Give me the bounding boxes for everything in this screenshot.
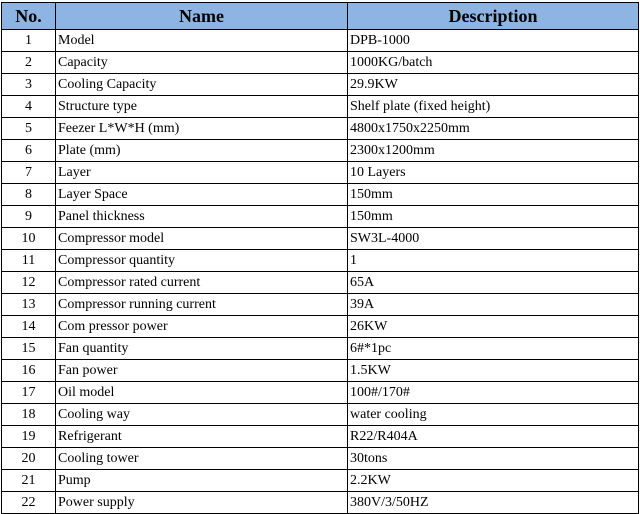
row-name: Layer xyxy=(56,162,348,184)
row-description: 65A xyxy=(348,272,639,294)
row-name: Fan quantity xyxy=(56,338,348,360)
row-number: 8 xyxy=(2,184,56,206)
row-description: Shelf plate (fixed height) xyxy=(348,96,639,118)
row-number: 9 xyxy=(2,206,56,228)
row-number: 5 xyxy=(2,118,56,140)
row-description: 150mm xyxy=(348,206,639,228)
row-number: 16 xyxy=(2,360,56,382)
table-row xyxy=(2,30,639,52)
table-row xyxy=(2,162,639,184)
table-header xyxy=(2,3,639,30)
row-description: 29.9KW xyxy=(348,74,639,96)
row-number: 12 xyxy=(2,272,56,294)
row-number: 3 xyxy=(2,74,56,96)
table-row xyxy=(2,74,639,96)
row-name: Compressor model xyxy=(56,228,348,250)
table-row xyxy=(2,96,639,118)
table-row xyxy=(2,316,639,338)
row-name: Com pressor power xyxy=(56,316,348,338)
row-number: 2 xyxy=(2,52,56,74)
row-name: Feezer L*W*H (mm) xyxy=(56,118,348,140)
table-row xyxy=(2,382,639,404)
row-name: Layer Space xyxy=(56,184,348,206)
row-number: 7 xyxy=(2,162,56,184)
header-name: Name xyxy=(56,3,348,30)
row-name: Cooling Capacity xyxy=(56,74,348,96)
row-description: 2.2KW xyxy=(348,470,639,492)
row-number: 13 xyxy=(2,294,56,316)
row-name: Plate (mm) xyxy=(56,140,348,162)
row-description: 1 xyxy=(348,250,639,272)
row-number: 17 xyxy=(2,382,56,404)
table-row xyxy=(2,294,639,316)
row-name: Compressor quantity xyxy=(56,250,348,272)
row-name: Structure type xyxy=(56,96,348,118)
row-number: 18 xyxy=(2,404,56,426)
header-no: No. xyxy=(2,3,56,30)
row-number: 21 xyxy=(2,470,56,492)
row-name: Capacity xyxy=(56,52,348,74)
row-name: Compressor rated current xyxy=(56,272,348,294)
row-description: 39A xyxy=(348,294,639,316)
row-number: 14 xyxy=(2,316,56,338)
row-description: 30tons xyxy=(348,448,639,470)
row-name: Fan power xyxy=(56,360,348,382)
table-row xyxy=(2,470,639,492)
table-row xyxy=(2,448,639,470)
row-name: Refrigerant xyxy=(56,426,348,448)
row-number: 19 xyxy=(2,426,56,448)
row-description: 2300x1200mm xyxy=(348,140,639,162)
table-row xyxy=(2,492,639,514)
table-row xyxy=(2,426,639,448)
row-description: DPB-1000 xyxy=(348,30,639,52)
row-number: 11 xyxy=(2,250,56,272)
table-body xyxy=(2,30,639,514)
table-row xyxy=(2,118,639,140)
row-name: Power supply xyxy=(56,492,348,514)
row-description: SW3L-4000 xyxy=(348,228,639,250)
row-description: 100#/170# xyxy=(348,382,639,404)
row-description: 150mm xyxy=(348,184,639,206)
table-row xyxy=(2,404,639,426)
row-description: 26KW xyxy=(348,316,639,338)
row-number: 20 xyxy=(2,448,56,470)
row-description: water cooling xyxy=(348,404,639,426)
row-number: 4 xyxy=(2,96,56,118)
table-row xyxy=(2,206,639,228)
table-row xyxy=(2,228,639,250)
row-name: Pump xyxy=(56,470,348,492)
row-number: 10 xyxy=(2,228,56,250)
header-description: Description xyxy=(348,3,639,30)
row-name: Cooling way xyxy=(56,404,348,426)
row-name: Oil model xyxy=(56,382,348,404)
row-description: 6#*1pc xyxy=(348,338,639,360)
row-description: 1.5KW xyxy=(348,360,639,382)
row-name: Model xyxy=(56,30,348,52)
table-row xyxy=(2,52,639,74)
row-description: 10 Layers xyxy=(348,162,639,184)
row-name: Cooling tower xyxy=(56,448,348,470)
row-description: 4800x1750x2250mm xyxy=(348,118,639,140)
table-row xyxy=(2,140,639,162)
table-row xyxy=(2,338,639,360)
table-row xyxy=(2,360,639,382)
row-number: 22 xyxy=(2,492,56,514)
table-row xyxy=(2,184,639,206)
row-description: 1000KG/batch xyxy=(348,52,639,74)
specification-table xyxy=(1,2,639,514)
row-number: 15 xyxy=(2,338,56,360)
table-row xyxy=(2,250,639,272)
row-name: Compressor running current xyxy=(56,294,348,316)
row-name: Panel thickness xyxy=(56,206,348,228)
row-number: 1 xyxy=(2,30,56,52)
table-row xyxy=(2,272,639,294)
row-description: R22/R404A xyxy=(348,426,639,448)
row-number: 6 xyxy=(2,140,56,162)
header-row xyxy=(2,3,639,30)
row-description: 380V/3/50HZ xyxy=(348,492,639,514)
